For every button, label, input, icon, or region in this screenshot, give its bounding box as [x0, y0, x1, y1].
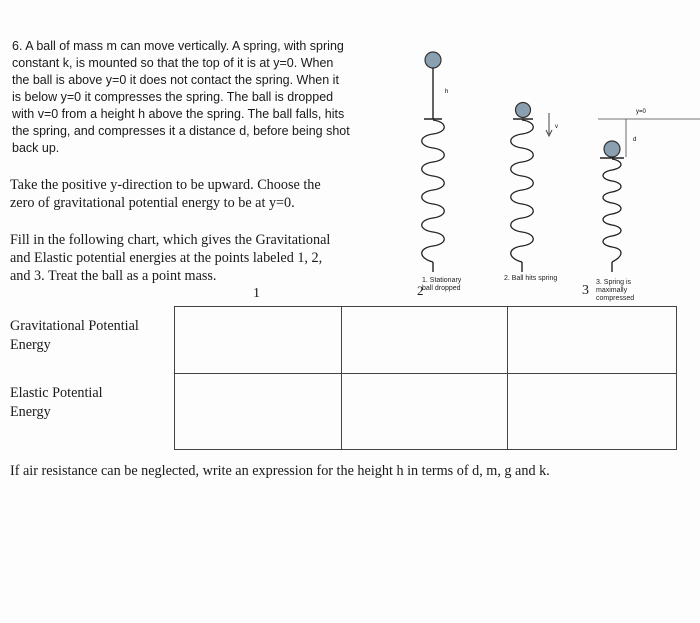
caption-1	[422, 277, 461, 293]
problem-line: the ball is above y=0 it does not contact the spring. When it	[12, 73, 339, 87]
problem-line: back up.	[12, 141, 60, 155]
spring-2-coil	[511, 120, 534, 262]
problem-line: the spring, and compresses it a distance d, before being shot	[12, 124, 350, 138]
ball-3-icon	[604, 141, 620, 157]
spring-3-diagram	[598, 119, 700, 272]
question-text: If air resistance can be neglected, write an expression for the height h in terms of d, m, g and k.	[10, 463, 550, 479]
caption-1-line: ball dropped	[422, 285, 461, 292]
ball-2-icon	[516, 103, 531, 118]
table-row	[175, 307, 677, 374]
caption-3-line: compressed	[596, 295, 635, 302]
column-marker-3: 3	[582, 283, 589, 298]
spring-3-coil	[603, 159, 621, 262]
instruction-line: and 3. Treat the ball as a point mass.	[10, 268, 217, 284]
label-v: v	[555, 124, 558, 130]
instruction-line: Fill in the following chart, which gives the Gravitational	[10, 232, 331, 248]
row-label-gravitational	[10, 317, 139, 355]
spring-2-diagram	[511, 103, 552, 273]
row-label-line: Gravitational Potential	[10, 318, 139, 334]
label-d: d	[633, 137, 637, 143]
ball-1-icon	[425, 52, 441, 68]
caption-3-line: 3. Spring is	[596, 279, 632, 286]
table-row	[175, 374, 677, 450]
row-label-line: Elastic Potential	[10, 385, 103, 401]
setup-line: Take the positive y-direction to be upward. Choose the	[10, 177, 321, 193]
energy-table	[174, 306, 677, 450]
label-h: h	[445, 89, 449, 95]
setup-line: zero of gravitational potential energy to be at y=0.	[10, 195, 295, 211]
spring-ball-figure	[0, 0, 700, 300]
problem-line: 6. A ball of mass m can move vertically. A spring, with spring	[12, 39, 344, 53]
cell-gravitational-2[interactable]	[342, 307, 507, 374]
cell-gravitational-1[interactable]	[175, 307, 342, 374]
caption-1-line: 1. Stationary	[422, 277, 462, 284]
problem-line: with v=0 from a height h above the spring. The ball falls, hits	[12, 107, 345, 121]
row-label-line: Energy	[10, 337, 51, 353]
cell-elastic-3[interactable]	[507, 374, 676, 450]
cell-gravitational-3[interactable]	[507, 307, 676, 374]
spring-1-coil	[422, 120, 445, 262]
spring-1-diagram	[422, 52, 445, 272]
caption-2: 2. Ball hits spring	[504, 275, 558, 282]
column-marker-2: 2	[417, 283, 424, 298]
row-label-elastic	[10, 384, 103, 422]
problem-line: constant k, is mounted so that the top of it is at y=0. When	[12, 56, 334, 70]
cell-elastic-2[interactable]	[342, 374, 507, 450]
problem-line: is below y=0 it compresses the spring. The ball is dropped	[12, 90, 334, 104]
caption-3-line: maximally	[596, 287, 628, 294]
cell-elastic-1[interactable]	[175, 374, 342, 450]
caption-3	[596, 279, 634, 303]
row-label-line: Energy	[10, 404, 51, 420]
column-marker-1: 1	[253, 286, 260, 301]
instruction-line: and Elastic potential energies at the points labeled 1, 2,	[10, 250, 323, 266]
label-y0: y=0	[636, 109, 646, 115]
